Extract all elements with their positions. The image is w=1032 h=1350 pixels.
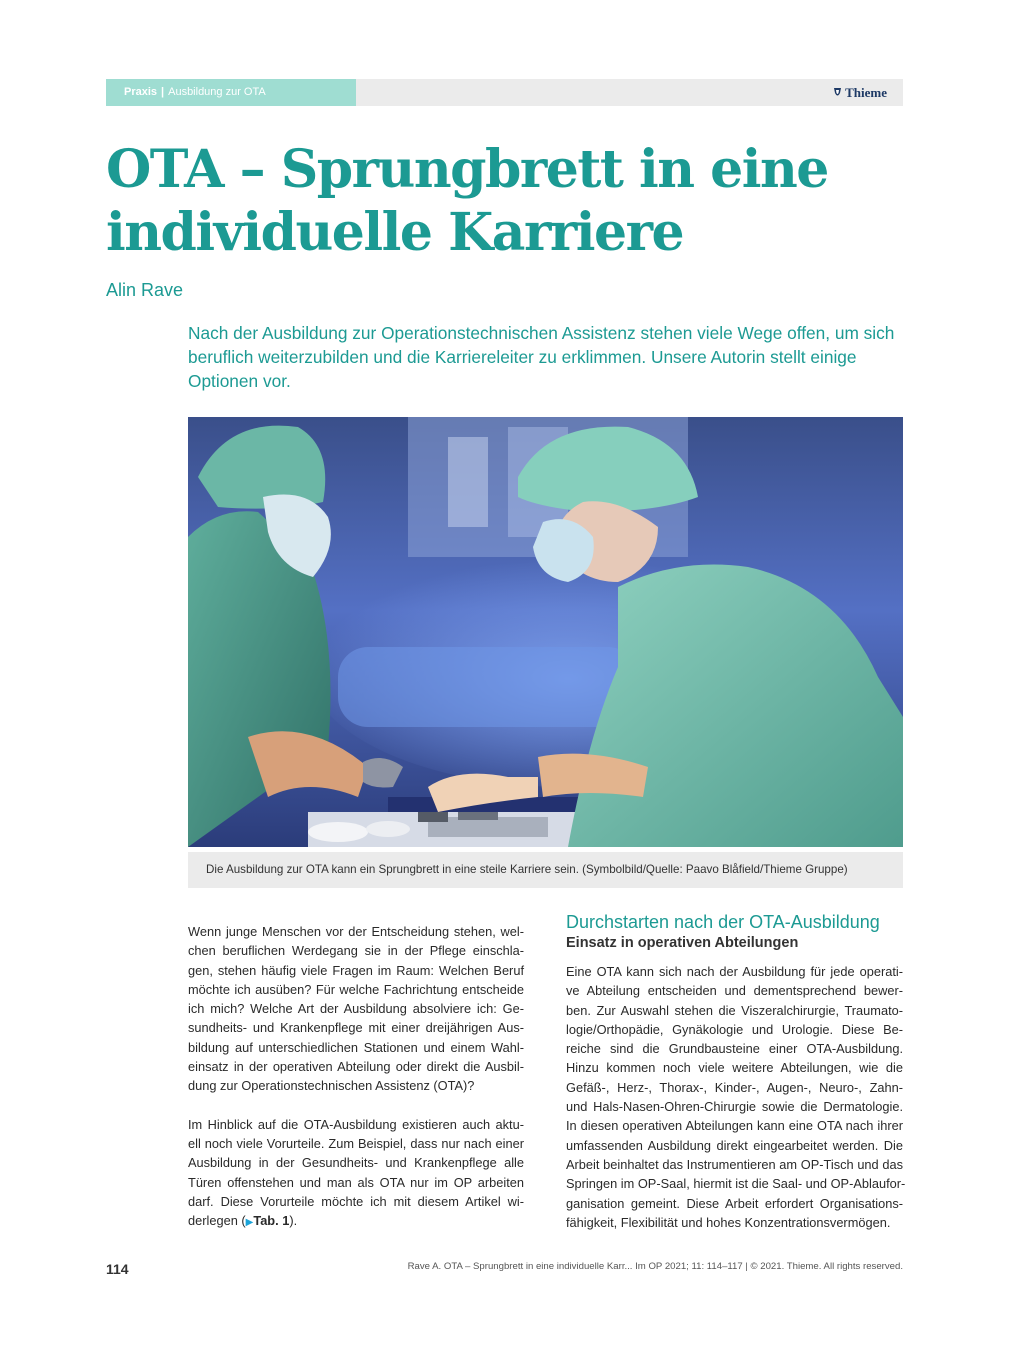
figure-caption: Die Ausbildung zur OTA kann ein Sprungbrett in eine steile Karriere sein. (Symbolbild/Quelle: Paavo Blåfield/Thieme Gruppe) [188,852,903,888]
body-line: einsatz in der operativen Abteilung oder direkt die Ausbil- [188,1059,524,1075]
paragraph-gap [188,1096,524,1115]
body-line: möchte ich ausüben? Für welche Fachrichtung entscheide [188,981,524,997]
body-line: ell noch viele Vorurteile. Zum Beispiel, dass nur nach einer [188,1135,524,1151]
body-line: ben. Zur Auswahl stehen die Viszeralchirurgie, Traumato- [566,1002,903,1018]
running-header [106,79,903,106]
body-line: Türen offenstehen und man als OTA nur im OP arbeiten [188,1174,524,1190]
publisher-name: Thieme [845,85,887,100]
body-line: Hinzu kommen noch viele weitere Abteilungen, wie die [566,1060,903,1076]
table-reference-link[interactable]: Tab. 1 [253,1213,290,1229]
publisher-logo [833,79,887,106]
body-line: chen beruflichen Werdegang sie in der Pflege einschla- [188,943,524,959]
ref-suffix: ). [289,1213,298,1229]
body-line: dung zur Operationstechnischen Assistenz (OTA)? [188,1078,475,1094]
thieme-logo-icon [833,87,842,99]
body-column-right [566,962,906,1232]
article-photo [188,417,903,847]
body-line: Arbeit beinhaltet das Instrumentieren am OP-Tisch und das [566,1156,903,1172]
body-line: Im Hinblick auf die OTA-Ausbildung existieren auch aktu- [188,1116,524,1132]
body-line: In diesen operativen Abteilungen kann eine OTA nach ihrer [566,1118,903,1134]
body-line: darf. Diese Vorurteile möchte ich mit diesem Artikel wi- [188,1193,524,1209]
body-column-left [188,922,524,1232]
section-heading: Durchstarten nach der OTA-Ausbildung [566,912,880,932]
lead-paragraph [188,321,908,393]
body-line: sundheits- und Krankenpflege mit einer dreijährigen Aus- [188,1020,524,1036]
body-line: Wenn junge Menschen vor der Entscheidung stehen, wel- [188,924,524,939]
ref-arrow-icon: ▶ [245,1217,254,1229]
body-line: ve Abteilung entscheiden und dementsprechend bewer- [566,983,903,999]
body-line: ich mich? Welche Art der Ausbildung absolviere ich: Ge- [188,1001,524,1017]
author-name: Alin Rave [106,280,184,300]
surgical-team-illustration [188,417,903,847]
lead-line: beruflich weiterzubilden und die Karriereleiter zu erklimmen. Unsere Autorin stellt einige [188,347,857,367]
category-label: Ausbildung zur OTA [168,86,266,98]
body-line: Ausbildung in der Gesundheits- und Krankenpflege alle [188,1155,524,1171]
body-line: umfassenden Ausbildung direkt eingearbeitet werden. Die [566,1137,903,1153]
body-line: reiche sind die Grundbausteine einer OTA-Ausbildung. [566,1041,903,1057]
subheading: Einsatz in operativen Abteilungen [566,935,799,951]
body-line: und Hals-Nasen-Ohren-Chirurgie sowie die Dermatologie. [566,1099,903,1115]
body-line: fähigkeit, Flexibilität und hohes Konzentrationsvermögen. [566,1214,891,1230]
body-line: ganisation gemeint. Diese Arbeit erfordert Organisations- [566,1195,903,1211]
citation-footer: Rave A. OTA – Sprungbrett in eine individuelle Karr... Im OP 2021; 11: 114–117 | © 2021. Thieme. All rights reserved. [407,1261,903,1272]
body-line: Gefäß-, Herz-, Thorax-, Kinder-, Augen-, Neuro-, Zahn- [566,1079,903,1095]
article-title [106,138,926,264]
body-line: logie/Orthopädie, Gynäkologie und Urologie. Diese Be- [566,1021,903,1037]
page-number: 114 [106,1261,129,1277]
body-line: Springen im OP-Saal, hiermit ist die Saal- und OP-Ablaufor- [566,1176,906,1192]
title-line-2: individuelle Karriere [106,202,684,263]
body-line: Eine OTA kann sich nach der Ausbildung für jede operati- [566,964,903,979]
body-line-with-reference [188,1211,524,1232]
lead-line: Optionen vor. [188,371,291,391]
section-tag [106,79,356,106]
lead-line: Nach der Ausbildung zur Operationstechnischen Assistenz stehen viele Wege offen, um sich [188,323,895,343]
body-line: bildung auf unterschiedlichen Stationen und einem Wahl- [188,1039,524,1055]
title-line-1: OTA – Sprungbrett in eine [106,139,828,200]
header-separator: | [161,86,165,98]
ref-prefix: derlegen ( [188,1213,246,1229]
section-label: Praxis [124,86,158,98]
body-line: gen, stehen häufig viele Fragen im Raum: Welchen Beruf [188,962,524,978]
